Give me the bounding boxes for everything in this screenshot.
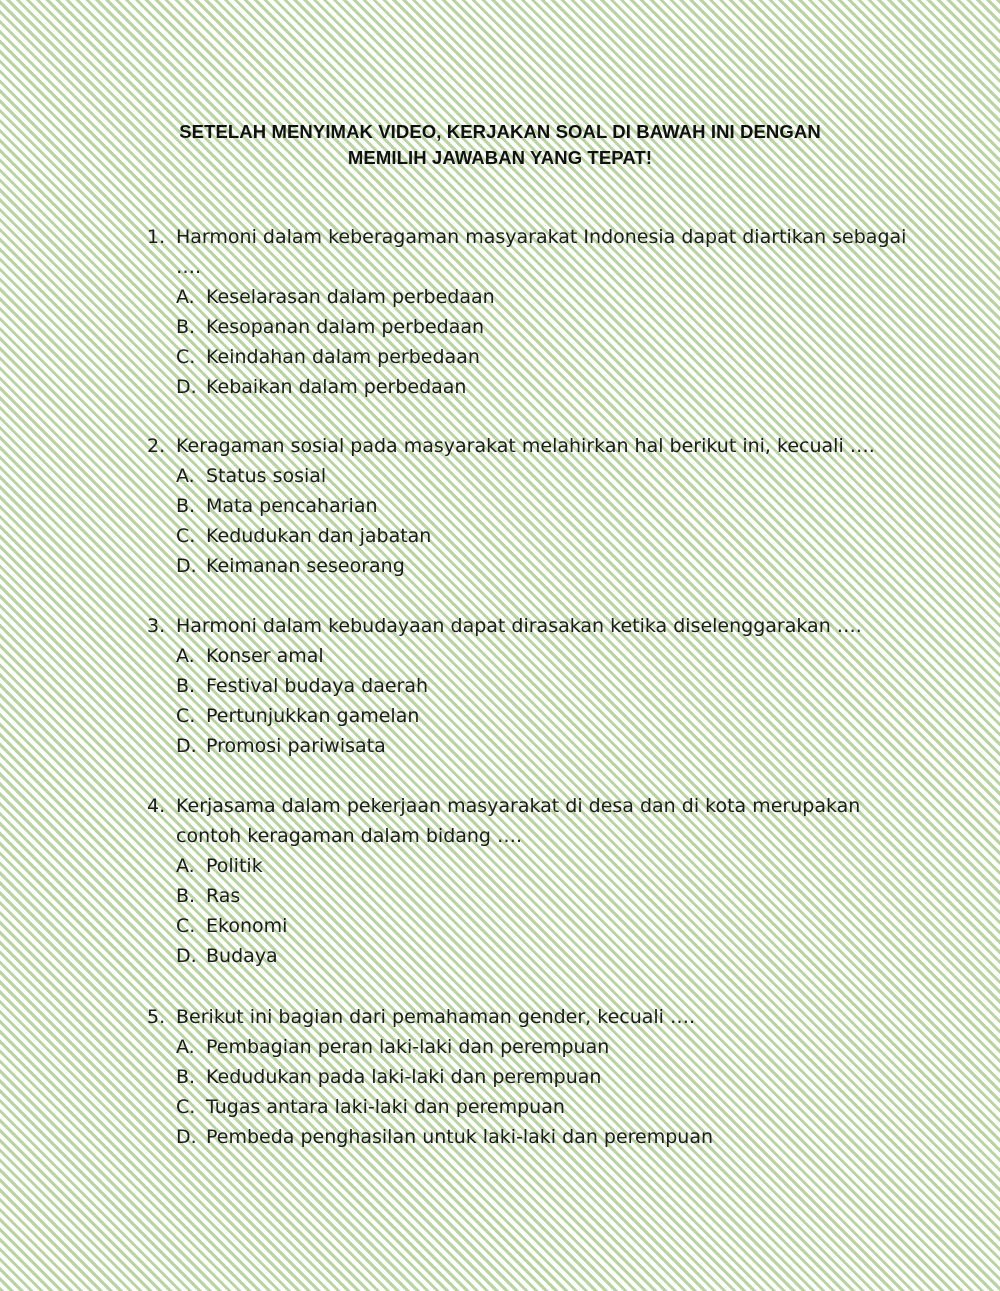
option-a[interactable] [176,641,907,671]
question-number: 2. [147,435,166,457]
option-b[interactable] [176,1062,907,1092]
option-d[interactable] [176,731,907,761]
option-text: Keimanan seseorang [206,555,405,577]
option-letter: D. [176,735,197,757]
option-c[interactable] [176,1092,907,1122]
option-a[interactable] [176,461,907,491]
option-letter: A. [176,645,195,667]
option-text: Ekonomi [206,915,288,937]
question-1 [147,222,907,402]
option-letter: B. [176,1066,196,1088]
option-letter: B. [176,316,196,338]
option-letter: B. [176,885,196,907]
option-c[interactable] [176,911,907,941]
question-text: Berikut ini bagian dari pemahaman gender, kecuali …. [176,1006,696,1028]
option-letter: A. [176,465,195,487]
option-text: Konser amal [206,645,324,667]
option-text: Pembeda penghasilan untuk laki-laki dan perempuan [206,1126,714,1148]
title-line-1: SETELAH MENYIMAK VIDEO, KERJAKAN SOAL DI BAWAH INI DENGAN [179,121,821,142]
option-text: Kedudukan dan jabatan [206,525,432,547]
option-letter: D. [176,555,197,577]
option-text: Kebaikan dalam perbedaan [206,376,467,398]
option-letter: A. [176,855,195,877]
option-a[interactable] [176,1032,907,1062]
option-b[interactable] [176,881,907,911]
option-c[interactable] [176,342,907,372]
option-letter: B. [176,495,196,517]
option-text: Festival budaya daerah [206,675,429,697]
option-letter: C. [176,1096,196,1118]
option-text: Tugas antara laki-laki dan perempuan [206,1096,565,1118]
option-text: Kesopanan dalam perbedaan [206,316,485,338]
option-text: Status sosial [206,465,327,487]
option-text: Budaya [206,945,278,967]
option-c[interactable] [176,701,907,731]
option-b[interactable] [176,671,907,701]
option-text: Kedudukan pada laki-laki dan perempuan [206,1066,602,1088]
option-text: Mata pencaharian [206,495,378,517]
question-text: Keragaman sosial pada masyarakat melahirkan hal berikut ini, kecuali …. [176,435,875,457]
option-letter: C. [176,525,196,547]
option-d[interactable] [176,551,907,581]
option-a[interactable] [176,282,907,312]
option-letter: A. [176,286,195,308]
question-text: Harmoni dalam kebudayaan dapat dirasakan ketika diselenggarakan …. [176,615,862,637]
page-title [100,119,900,171]
question-3 [147,611,907,761]
option-b[interactable] [176,491,907,521]
option-letter: C. [176,346,196,368]
question-4 [147,791,907,971]
question-text: Kerjasama dalam pekerjaan masyarakat di desa dan di kota merupakan contoh keragaman dalam bidang …. [176,795,861,847]
option-letter: A. [176,1036,195,1058]
option-d[interactable] [176,941,907,971]
question-text: Harmoni dalam keberagaman masyarakat Indonesia dapat diartikan sebagai …. [176,226,907,278]
option-letter: D. [176,376,197,398]
option-text: Pembagian peran laki-laki dan perempuan [206,1036,610,1058]
option-letter: B. [176,675,196,697]
option-a[interactable] [176,851,907,881]
title-line-2: MEMILIH JAWABAN YANG TEPAT! [347,147,653,168]
option-c[interactable] [176,521,907,551]
option-text: Keindahan dalam perbedaan [206,346,480,368]
question-number: 5. [147,1006,166,1028]
option-d[interactable] [176,372,907,402]
option-text: Keselarasan dalam perbedaan [206,286,495,308]
question-2 [147,431,907,581]
option-text: Ras [206,885,241,907]
option-letter: C. [176,915,196,937]
option-d[interactable] [176,1122,907,1152]
question-number: 1. [147,226,166,248]
question-number: 4. [147,795,166,817]
option-letter: C. [176,705,196,727]
option-text: Pertunjukkan gamelan [206,705,420,727]
question-5 [147,1002,907,1152]
option-b[interactable] [176,312,907,342]
option-letter: D. [176,1126,197,1148]
question-number: 3. [147,615,166,637]
option-text: Politik [206,855,263,877]
option-letter: D. [176,945,197,967]
option-text: Promosi pariwisata [206,735,386,757]
